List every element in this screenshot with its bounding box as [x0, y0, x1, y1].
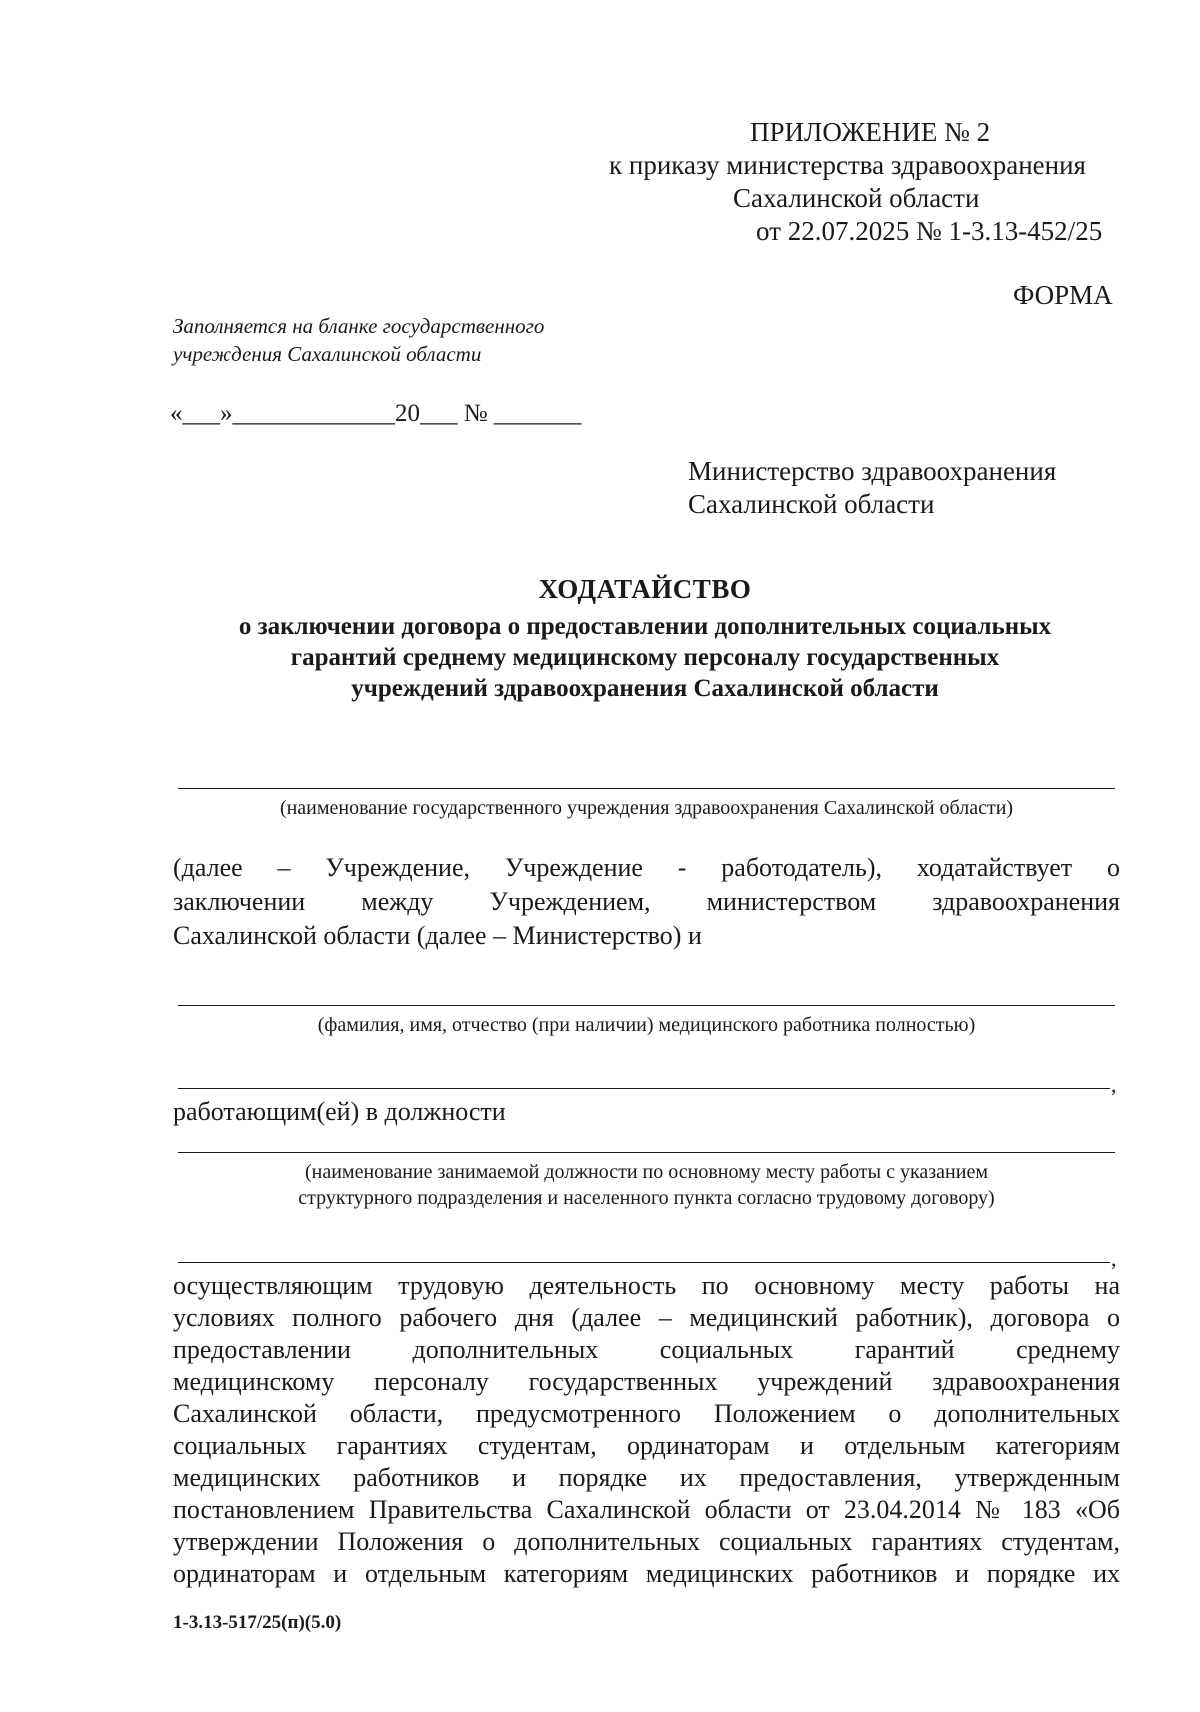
employee-name-continuation-line	[178, 1088, 1110, 1089]
document-subtitle-line-3: учреждений здравоохранения Сахалинской области	[351, 675, 939, 702]
institution-caption: (наименование государственного учреждения здравоохранения Сахалинской области)	[279, 797, 1014, 819]
document-code: 1-3.13-517/25(п)(5.0)	[173, 1612, 342, 1633]
body-line-10: ординаторам и отдельным категориям медицинских работников и порядке их	[173, 1559, 1120, 1588]
appendix-date-line: от 22.07.2025 № 1-3.13-452/25	[756, 216, 1103, 246]
position-caption-line-2: структурного подразделения и населенного пункта согласно трудовому договору)	[298, 1187, 995, 1209]
intro-paragraph-line-1: (далее – Учреждение, Учреждение - работодатель), ходатайствует о	[173, 853, 1120, 882]
appendix-region-line: Сахалинской области	[733, 183, 980, 213]
continuation-comma-2: ,	[1111, 1246, 1117, 1271]
appendix-order-line: к приказу министерства здравоохранения	[609, 150, 1086, 180]
body-line-8: постановлением Правительства Сахалинской области от 23.04.2014 № 183 «Об	[173, 1495, 1120, 1524]
date-number-line: «___»_____________20___ № _______	[170, 400, 582, 427]
position-blank-line	[178, 1152, 1115, 1153]
body-line-1: осуществляющим трудовую деятельность по основному месту работы на	[173, 1271, 1120, 1300]
document-title: ХОДАТАЙСТВО	[538, 574, 752, 604]
body-line-9: утверждении Положения о дополнительных социальных гарантиях студентам,	[173, 1527, 1120, 1556]
body-line-3: предоставлении дополнительных социальных гарантий среднему	[173, 1335, 1120, 1364]
form-note-line-1: Заполняется на бланке государственного	[173, 314, 545, 338]
appendix-title: ПРИЛОЖЕНИЕ № 2	[750, 117, 991, 147]
document-subtitle-line-1: о заключении договора о предоставлении дополнительных социальных	[238, 613, 1052, 640]
body-line-6: социальных гарантиях студентам, ординаторам и отдельным категориям	[173, 1431, 1120, 1460]
body-line-7: медицинских работников и порядке их предоставления, утвержденным	[173, 1463, 1120, 1492]
position-caption-line-1: (наименование занимаемой должности по основному месту работы с указанием	[304, 1161, 988, 1183]
position-label: работающим(ей) в должности	[173, 1097, 506, 1126]
employee-name-caption: (фамилия, имя, отчество (при наличии) медицинского работника полностью)	[317, 1014, 976, 1036]
addressee-line-1: Министерство здравоохранения	[688, 456, 1057, 486]
institution-blank-line	[178, 788, 1115, 789]
form-note-line-2: учреждения Сахалинской области	[173, 342, 482, 366]
continuation-comma-1: ,	[1111, 1072, 1117, 1097]
intro-paragraph-line-2: заключении между Учреждением, министерством здравоохранения	[173, 887, 1120, 916]
document-subtitle-line-2: гарантий среднему медицинскому персоналу государственных	[290, 644, 1000, 671]
body-line-5: Сахалинской области, предусмотренного Положением о дополнительных	[173, 1399, 1120, 1428]
position-continuation-line	[178, 1262, 1110, 1263]
body-line-4: медицинскому персоналу государственных учреждений здравоохранения	[173, 1367, 1120, 1396]
body-line-2: условиях полного рабочего дня (далее – медицинский работник), договора о	[173, 1303, 1120, 1332]
employee-name-blank-line	[178, 1005, 1115, 1006]
intro-paragraph-line-3: Сахалинской области (далее – Министерство) и	[173, 921, 702, 950]
form-label: ФОРМА	[1013, 280, 1113, 310]
addressee-line-2: Сахалинской области	[688, 489, 935, 519]
